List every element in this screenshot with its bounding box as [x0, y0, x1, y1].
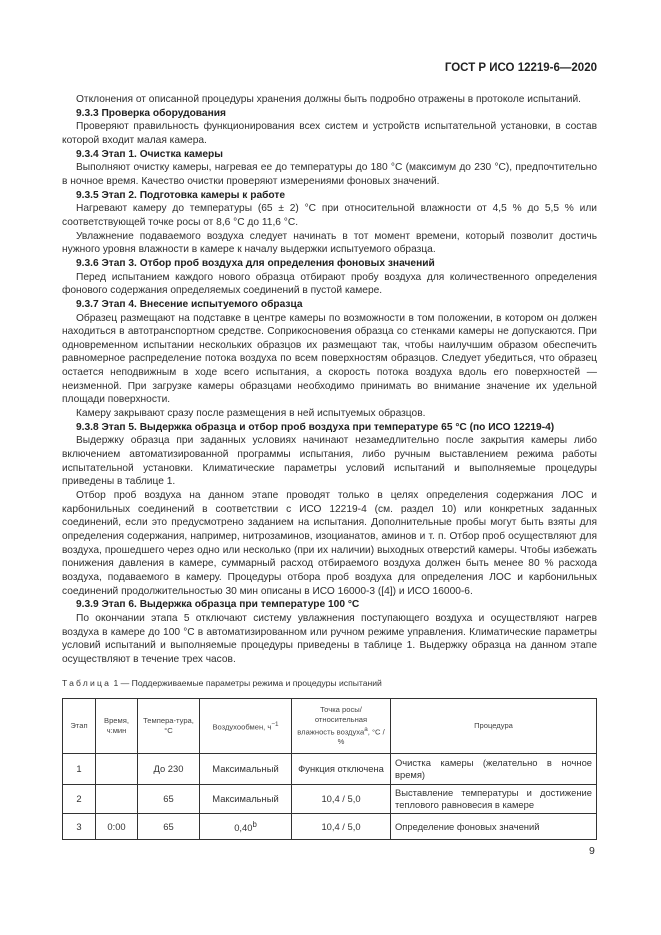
- section-heading: 9.3.4 Этап 1. Очистка камеры: [76, 148, 223, 160]
- paragraph: По окончании этапа 5 отключают систему увлажнения поступающего воздуха и осуществляют нагрев воздуха в камере до 100 °С в автоматизированном или ручном режиме управления. Климатические параметры условий испытаний и выполняемые процедуры приведены в таблице 1. Выдержку образца на данном этапе осуществляют в течение трех часов.: [62, 612, 597, 665]
- section-heading: 9.3.9 Этап 6. Выдержка образца при температуре 100 °С: [76, 599, 360, 611]
- paragraph: Нагревают камеру до температуры (65 ± 2) °С при относительной влажности от 4,5 % до 5,5 % или соответствующей точке росы от 8,6 °С до 11,6 °С.: [62, 203, 597, 228]
- col-header-temperature: Темпера-тура, °С: [138, 699, 200, 754]
- cell-dew-point: 10,4 / 5,0: [292, 785, 391, 814]
- footnote-mark: a: [364, 725, 368, 733]
- paragraph: Камеру закрывают сразу после размещения в ней испытуемых образцов.: [76, 408, 426, 420]
- document-id-header: ГОСТ Р ИСО 12219-6—2020: [444, 62, 597, 74]
- paragraph: Выполняют очистку камеры, нагревая ее до температуры до 180 °С (максимум до 230 °С), предпочтительно в ночное время. Качество очистки проверяют измерениями фоновых значений.: [62, 162, 597, 187]
- col-header-air-exchange: [200, 699, 292, 754]
- section-heading: 9.3.3 Проверка оборудования: [76, 107, 226, 119]
- table-caption: [62, 678, 382, 688]
- table-caption-text: 1 — Поддерживаемые параметры режима и процедуры испытаний: [113, 678, 382, 688]
- section-heading: 9.3.5 Этап 2. Подготовка камеры к работе: [76, 189, 286, 201]
- cell-dew-point: 10,4 / 5,0: [292, 814, 391, 840]
- col-header-procedure: Процедура: [391, 699, 597, 754]
- paragraph: Образец размещают на подставке в центре камеры по возможности в том положении, в котором он должен находиться в автотранспортном средстве. Соприкосновения образца со стенками камеры не допускаются. При одновременном испытании нескольких образцов их размещают так, чтобы наилучшим образом обеспечить равномерное распределение потока воздуха по всем поверхностям образцов. Следует убедиться, что образец остается неподвижным в ходе всего испытания, а скорость потока воздуха вдоль его поверхностей — неизменной. При загрузке камеры образцами необходимо принимать во внимание значение их удельной площади поверхности.: [62, 312, 597, 406]
- cell-air-exchange-value: 0,40: [234, 822, 253, 834]
- document-body: [62, 93, 597, 667]
- col-header-time: Время, ч:мин: [96, 699, 138, 754]
- cell-time: 0:00: [96, 814, 138, 840]
- paragraph: Отклонения от описанной процедуры хранения должны быть подробно отражены в протоколе испытаний.: [76, 94, 581, 105]
- page-number: 9: [589, 845, 595, 857]
- section-heading: 9.3.7 Этап 4. Внесение испытуемого образца: [76, 298, 303, 310]
- cell-air-exchange: [200, 814, 292, 840]
- paragraph: Проверяют правильность функционирования всех систем и устройств испытательной установки, в состав которой входит малая камера.: [62, 121, 597, 146]
- col-header-stage: Этап: [63, 699, 96, 754]
- cell-procedure: Выставление температуры и достижение теплового равновесия в камере: [391, 785, 597, 814]
- superscript: −1: [271, 720, 279, 728]
- paragraph: Увлажнение подаваемого воздуха следует начинать в тот момент времени, который позволит достичь нужного уровня влажности в камере к началу выдержки испытуемого образца.: [62, 230, 597, 256]
- cell-air-exchange: Максимальный: [200, 754, 292, 785]
- cell-temperature: 65: [138, 814, 200, 840]
- section-heading: 9.3.8 Этап 5. Выдержка образца и отбор проб воздуха при температуре 65 °С (по ИСО 12219-4): [76, 421, 555, 433]
- cell-air-exchange: Максимальный: [200, 785, 292, 814]
- table-row: [63, 785, 597, 814]
- cell-procedure: Определение фоновых значений: [391, 814, 597, 840]
- cell-dew-point: Функция отключена: [292, 754, 391, 785]
- footnote-mark: b: [252, 819, 257, 829]
- cell-time: [96, 785, 138, 814]
- paragraph: Выдержку образца при заданных условиях начинают незамедлительно после закрытия камеры либо включением автоматизированной программы испытания, либо ручным выставлением режима работы испытательной установки. Климатические параметры условий испытаний и выполняемые процедуры приведены в таблице 1.: [62, 435, 597, 488]
- paragraph: Перед испытанием каждого нового образца отбирают пробу воздуха для количественного определения фонового содержания определяемых соединений в пустой камере.: [62, 271, 597, 297]
- col-header-air-exchange-text: Воздухообмен, ч: [212, 722, 272, 732]
- cell-time: [96, 754, 138, 785]
- table-row: [63, 754, 597, 785]
- parameters-table: [62, 698, 597, 840]
- table-row: [63, 814, 597, 840]
- cell-procedure: Очистка камеры (желательно в ночное время): [391, 754, 597, 785]
- cell-stage: 3: [63, 814, 96, 840]
- paragraph: Отбор проб воздуха на данном этапе проводят только в целях определения содержания ЛОС и карбонильных соединений в соответствии с ИСО 12219-4 (см. раздел 10) или конкретных заданных соединений, если это предусмотрено заданием на испытания. Дополнительные пробы могут быть взяты для определения содержания, например, нитрозаминов, изоцианатов, аминов и т. п. Отбор проб осуществляют для воздуха, прошедшего через одно или несколько (при их наличии) выходных отверстий камеры. Чтобы избежать понижения давления в камере, суммарный расход отбираемого воздуха должен быть менее 80 % расхода воздуха, подаваемого в камеру. Процедуры отбора проб воздуха для определения ЛОС и карбонильных соединений продолжительностью 30 мин описаны в ИСО 16000-3 ([4]) и ИСО 16000-6.: [62, 490, 597, 597]
- col-header-dew-text: Точка росы/ относительная влажность воздуха: [297, 704, 368, 737]
- col-header-dew-units: , °С / %: [337, 727, 385, 747]
- table-header-row: [63, 699, 597, 754]
- cell-stage: 2: [63, 785, 96, 814]
- table-caption-label: Таблица: [62, 678, 112, 688]
- section-heading: 9.3.6 Этап 3. Отбор проб воздуха для определения фоновых значений: [76, 257, 435, 269]
- cell-temperature: До 230: [138, 754, 200, 785]
- cell-temperature: 65: [138, 785, 200, 814]
- cell-stage: 1: [63, 754, 96, 785]
- col-header-dew-point: [292, 699, 391, 754]
